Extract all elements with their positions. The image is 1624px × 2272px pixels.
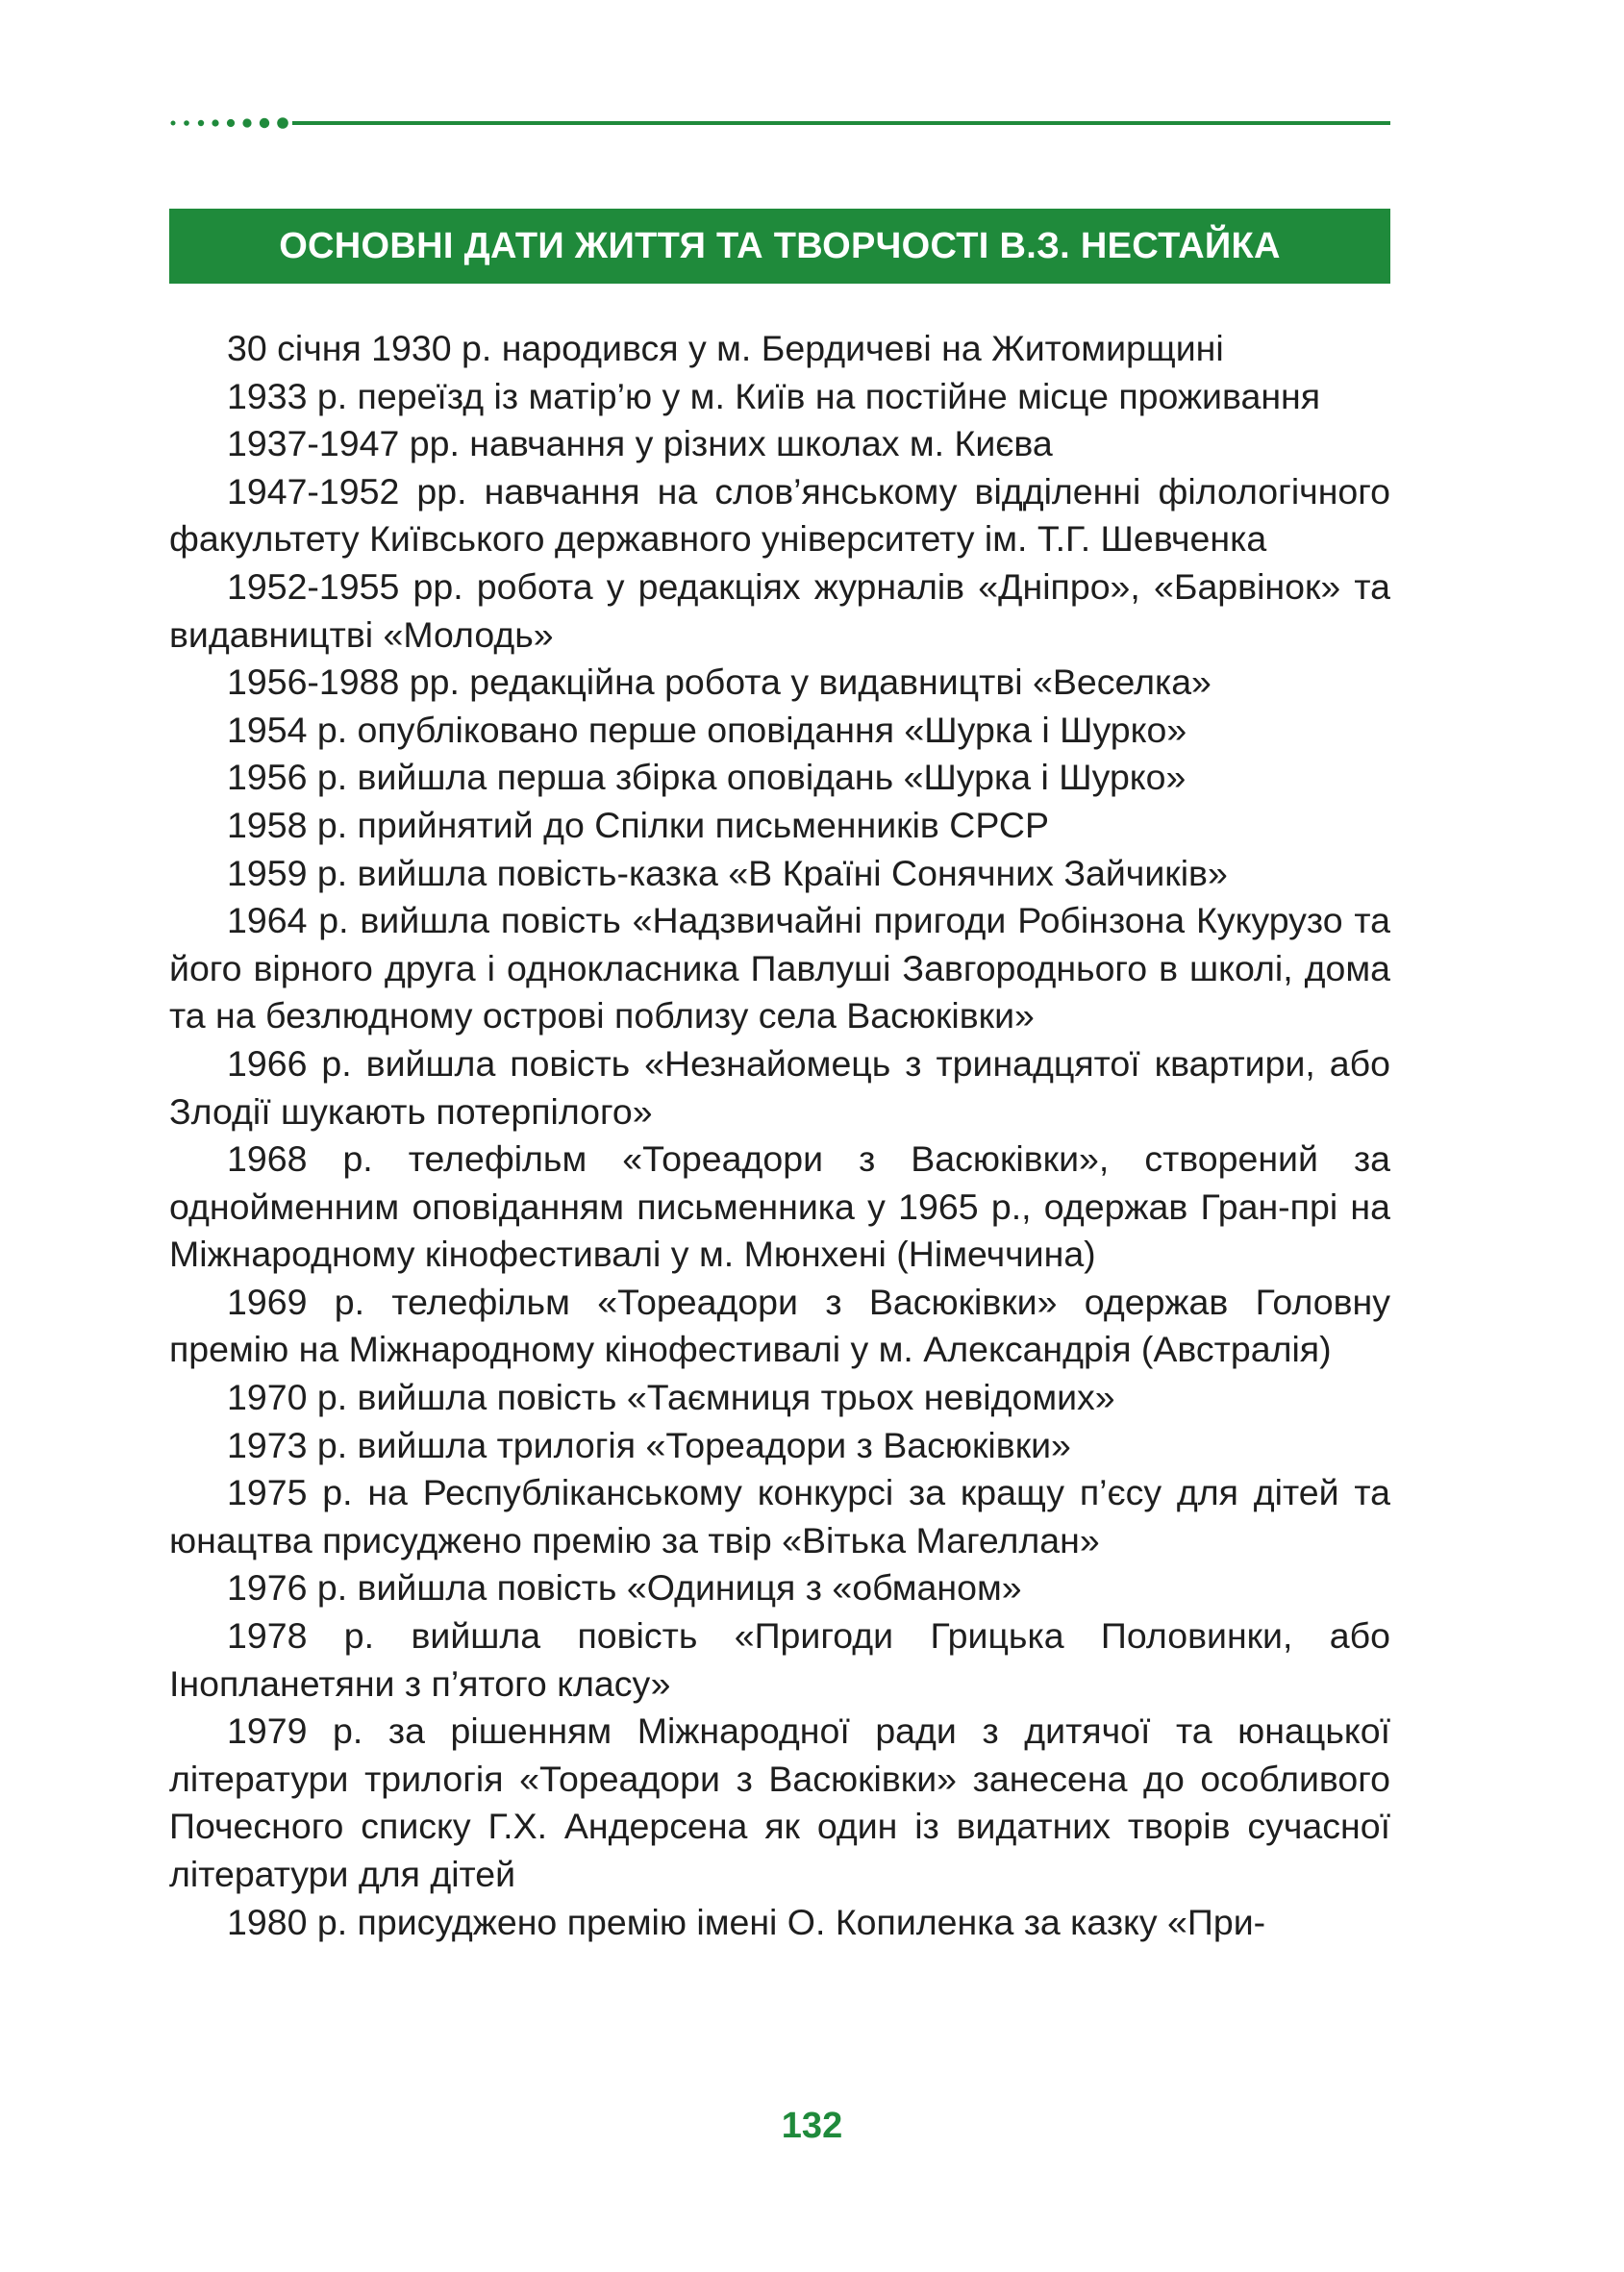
chronology-entry: 1952-1955 рр. робота у редакціях журналів «Дніпро», «Барвінок» та видавництві «Молодь» — [169, 565, 1390, 655]
chronology-entry: 1969 р. телефільм «Тореадори з Васюківки» одержав Головну премію на Міжнародному кінофестивалі у м. Александрія (Австралія) — [169, 1281, 1390, 1370]
chronology-entry: 1956 р. вийшла перша збірка оповідань «Шурка і Шурко» — [227, 757, 1187, 798]
chronology-entry: 1978 р. вийшла повість «Пригоди Грицька Половинки, або Інопланетяни з п’ятого класу» — [169, 1615, 1390, 1704]
chronology-entry: 1976 р. вийшла повість «Одиниця з «обманом» — [227, 1567, 1022, 1609]
chronology-list — [169, 325, 1390, 1946]
page-number: 132 — [781, 2106, 843, 2146]
chronology-entry: 1956-1988 рр. редакційна робота у видавництві «Веселка» — [227, 662, 1212, 703]
chronology-entry: 1959 р. вийшла повість-казка «В Країні Сонячних Зайчиків» — [227, 852, 1228, 893]
section-title-bar — [169, 209, 1390, 284]
chronology-entry: 1975 р. на Республіканському конкурсі за кращу п’єсу для дітей та юнацтва присуджено премію за твір «Вітька Магеллан» — [169, 1472, 1390, 1560]
chronology-entry: 1933 р. переїзд із матір’ю у м. Київ на постійне місце проживання — [227, 375, 1321, 416]
chronology-entry: 1954 р. опубліковано перше оповідання «Шурка і Шурко» — [227, 709, 1187, 750]
section-title: ОСНОВНІ ДАТИ ЖИТТЯ ТА ТВОРЧОСТІ В.З. НЕСТАЙКА — [279, 225, 1281, 266]
chronology-entry: 1973 р. вийшла трилогія «Тореадори з Васюківки» — [227, 1424, 1071, 1465]
chronology-entry: 1970 р. вийшла повість «Таємниця трьох невідомих» — [227, 1377, 1115, 1418]
chronology-entry: 1966 р. вийшла повість «Незнайомець з тринадцятої квартири, або Злодії шукають потерпілого» — [169, 1042, 1390, 1132]
chronology-entry: 1980 р. присуджено премію імені О. Копиленка за казку «При- — [227, 1901, 1266, 1942]
chronology-entry: 1964 р. вийшла повість «Надзвичайні пригоди Робінзона Кукурузо та його вірного друга і однокласника Павлуші Завгороднього в школі, дома та на безлюдному острові поблизу села Васюківки» — [169, 900, 1390, 1036]
chronology-entry: 30 січня 1930 р. народився у м. Бердичеві на Житомирщині — [227, 328, 1224, 368]
decorative-dotted-rule — [169, 113, 1390, 133]
chronology-entry: 1937-1947 рр. навчання у різних школах м. Києва — [227, 423, 1053, 464]
chronology-entry: 1947-1952 рр. навчання на слов’янському відділенні філологічного факультету Київського державного університету ім. Т.Г. Шевченка — [169, 470, 1390, 560]
chronology-entry: 1958 р. прийнятий до Спілки письменників СРСР — [227, 804, 1050, 845]
chronology-entry: 1968 р. телефільм «Тореадори з Васюківки», створений за однойменним оповіданням письменника у 1965 р., одержав Гран-прі на Міжнародному кінофестивалі у м. Мюнхені (Німеччина) — [169, 1138, 1390, 1275]
chronology-entry: 1979 р. за рішенням Міжнародної ради з дитячої та юнацької літератури трилогія «Тореадори з Васюківки» занесена до особливого Почесного списку Г.Х. Андерсена як один із видатних творів сучасної літератури для дітей — [169, 1710, 1390, 1894]
